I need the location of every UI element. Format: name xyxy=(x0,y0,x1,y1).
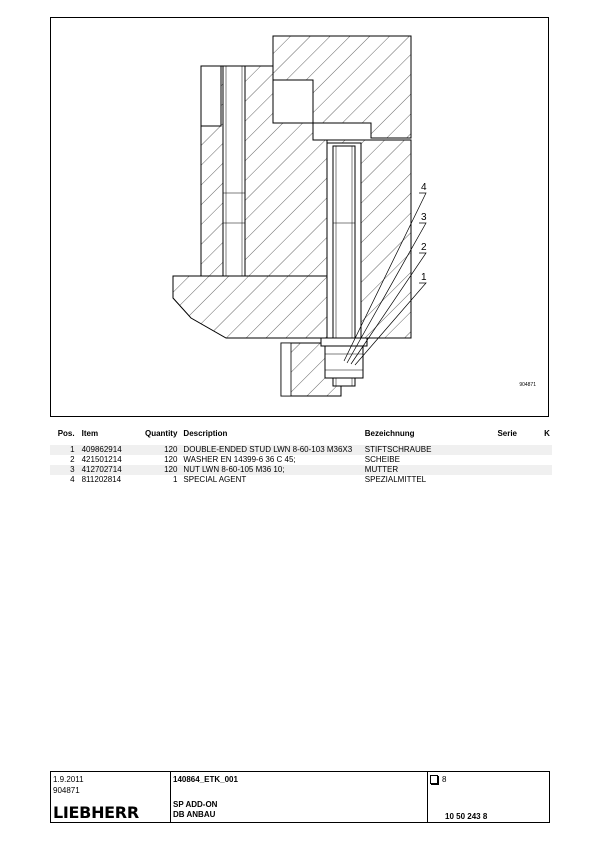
cell-item: 421501214 xyxy=(81,455,122,464)
header-bezeichnung: Bezeichnung xyxy=(364,428,415,438)
cell-description: DOUBLE-ENDED STUD LWN 8-60-103 M36X3 xyxy=(183,445,364,455)
cell-serie xyxy=(497,475,544,485)
header-item: Item xyxy=(81,428,99,438)
table-row xyxy=(50,475,552,485)
cell-k xyxy=(544,475,552,485)
callout-4: 4 xyxy=(421,182,427,193)
cell-pos: 4 xyxy=(70,475,75,484)
cell-description: SPECIAL AGENT xyxy=(183,475,247,484)
table-row xyxy=(50,455,552,465)
callout-3: 3 xyxy=(421,212,427,223)
table-header-row xyxy=(50,427,552,445)
cell-quantity: 120 xyxy=(164,455,178,464)
cell-item: 811202814 xyxy=(81,475,122,484)
title-block-middle xyxy=(171,772,428,822)
technical-drawing xyxy=(50,17,549,417)
cell-quantity: 120 xyxy=(141,445,184,455)
cell-pos: 2 xyxy=(70,455,75,464)
cell-k xyxy=(544,455,552,465)
document-code: 140864_ETK_001 xyxy=(173,775,238,784)
cell-quantity: 120 xyxy=(141,465,184,475)
drawing-id: 904871 xyxy=(519,382,536,388)
cell-item: 409862914 xyxy=(82,445,141,455)
header-k: K xyxy=(544,428,550,438)
page-icon xyxy=(430,775,438,784)
page-indicator xyxy=(430,775,446,784)
title-german: DB ANBAU xyxy=(173,810,216,819)
cell-serie xyxy=(497,455,544,465)
cell-description: NUT LWN 8-60-105 M36 10; xyxy=(183,465,364,475)
table-row xyxy=(50,465,552,475)
drawing-number: 904871 xyxy=(53,786,80,795)
title-english: SP ADD-ON xyxy=(173,800,218,809)
cell-serie xyxy=(497,465,544,475)
lower-plate xyxy=(173,276,341,396)
title-block xyxy=(50,771,550,823)
table-row xyxy=(50,445,552,455)
cell-bezeichnung: SCHEIBE xyxy=(364,455,400,464)
callout-2: 2 xyxy=(421,242,427,253)
title-block-left xyxy=(51,772,171,822)
cell-serie xyxy=(497,445,544,455)
cell-bezeichnung: STIFTSCHRAUBE xyxy=(365,445,498,455)
liebherr-logo: LIEBHERR xyxy=(53,803,139,822)
header-serie: Serie xyxy=(497,428,518,438)
document-number: 10 50 243 8 xyxy=(445,812,488,821)
exploded-view-svg xyxy=(51,18,549,417)
cell-bezeichnung: MUTTER xyxy=(365,465,498,475)
cell-item: 412702714 xyxy=(82,465,141,475)
cell-pos: 1 xyxy=(50,445,82,455)
left-stud xyxy=(223,66,245,276)
callout-1: 1 xyxy=(421,272,427,283)
cell-k xyxy=(544,465,552,475)
title-block-right xyxy=(428,772,549,822)
cell-quantity: 1 xyxy=(172,475,178,484)
cell-pos: 3 xyxy=(50,465,82,475)
header-quantity: Quantity xyxy=(144,428,178,438)
header-pos: Pos. xyxy=(57,428,75,438)
cell-k xyxy=(544,445,552,455)
print-date: 1.9.2011 xyxy=(53,775,84,784)
header-description: Description xyxy=(183,428,228,438)
page-number: 8 xyxy=(442,775,447,784)
cell-description: WASHER EN 14399-6 36 C 45; xyxy=(183,455,296,464)
parts-table xyxy=(50,427,552,485)
cell-bezeichnung: SPEZIALMITTEL xyxy=(364,475,427,484)
